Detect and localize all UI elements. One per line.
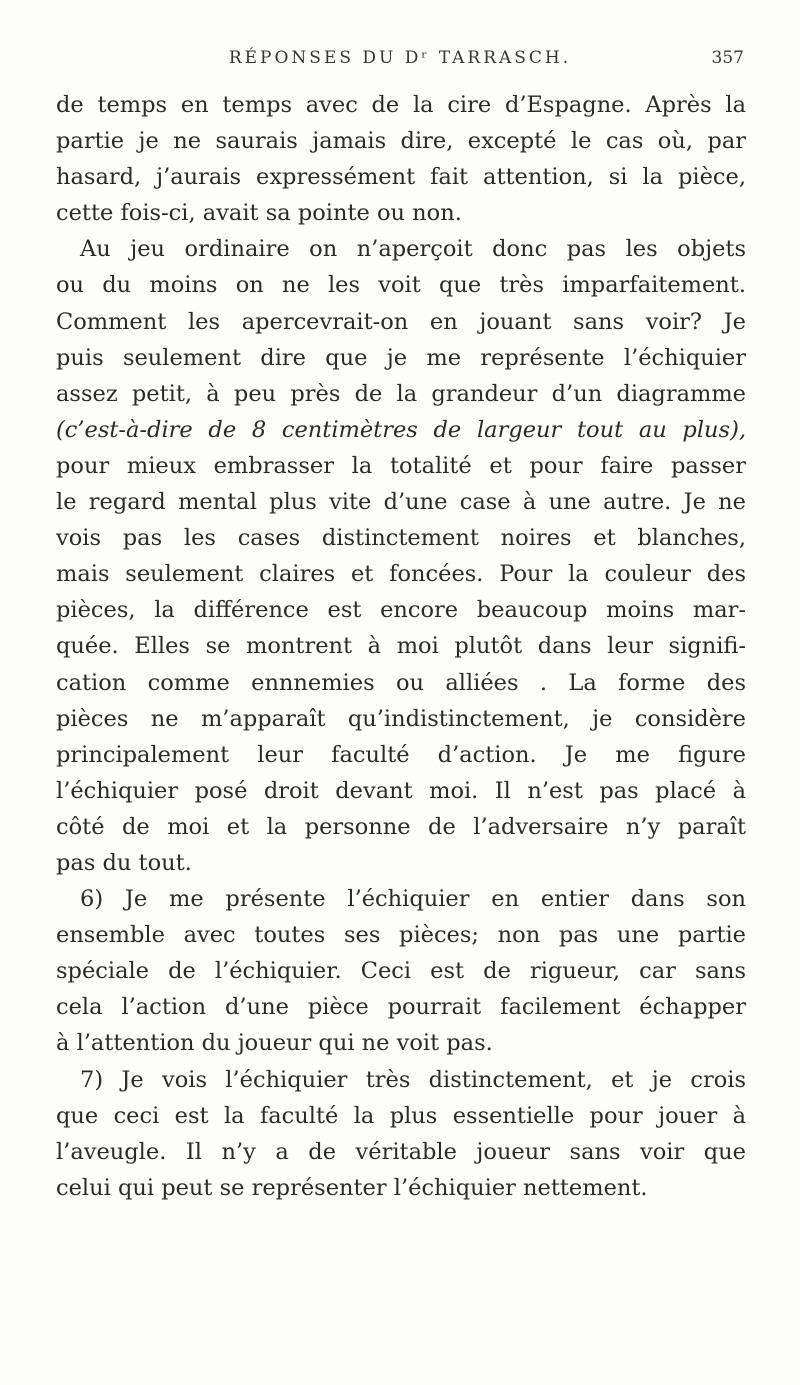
text-line: mais seulement claires et foncées. Pour la couleur des — [56, 561, 746, 588]
text-line: à l’attention du joueur qui ne voit pas. — [56, 1030, 493, 1057]
text-line: le regard mental plus vite d’une case à une autre. Je ne — [56, 489, 746, 516]
text-line: l’aveugle. Il n’y a de véritable joueur sans voir que — [56, 1138, 746, 1165]
text-line: hasard, j’aurais expressément fait attention, si la pièce, — [56, 164, 746, 191]
text-line: pièces, la différence est encore beaucoup moins mar- — [56, 597, 746, 624]
text-line: Comment les apercevrait-on en jouant sans voir? Je — [56, 308, 746, 335]
body-text — [56, 87, 746, 1206]
text-line: cette fois-ci, avait sa pointe ou non. — [56, 200, 462, 227]
text-line: vois pas les cases distinctement noires et blanches, — [56, 525, 746, 552]
text-line: 6) Je me présente l’échiquier en entier dans son — [80, 886, 746, 913]
page-number: 357 — [711, 48, 744, 68]
text-line: que ceci est la faculté la plus essentielle pour jouer à — [56, 1102, 746, 1129]
text-line: Au jeu ordinaire on n’aperçoit donc pas les objets — [80, 236, 746, 263]
text-line: l’échiquier posé droit devant moi. Il n’est pas placé à — [56, 777, 746, 804]
text-line: 7) Je vois l’échiquier très distinctement, et je crois — [80, 1066, 746, 1093]
text-line: côté de moi et la personne de l’adversaire n’y paraît — [56, 813, 746, 840]
text-line: spéciale de l’échiquier. Ceci est de rigueur, car sans — [56, 958, 746, 985]
text-line: ou du moins on ne les voit que très imparfaitement. — [56, 272, 746, 299]
text-line: ensemble avec toutes ses pièces; non pas une partie — [56, 922, 746, 949]
text-line: cation comme ennnemies ou alliées . La forme des — [56, 669, 746, 696]
text-line: partie je ne saurais jamais dire, excepté le cas où, par — [56, 128, 746, 155]
text-line: (c’est-à-dire de 8 centimètres de largeur tout au plus), — [56, 416, 746, 443]
text-line: principalement leur faculté d’action. Je me figure — [56, 741, 746, 768]
text-line: pièces ne m’apparaît qu’indistinctement, je considère — [56, 705, 746, 732]
text-line: puis seulement dire que je me représente l’échiquier — [56, 344, 746, 371]
text-line: cela l’action d’une pièce pourrait facilement échapper — [56, 994, 746, 1021]
running-head — [56, 48, 744, 74]
text-line: quée. Elles se montrent à moi plutôt dans leur signifi- — [56, 633, 746, 660]
text-line: pour mieux embrasser la totalité et pour faire passer — [56, 452, 746, 479]
text-line: de temps en temps avec de la cire d’Espagne. Après la — [56, 92, 746, 118]
text-line: assez petit, à peu près de la grandeur d’un diagramme — [56, 380, 746, 407]
running-title: RÉPONSES DU Dʳ TARRASCH. — [228, 48, 572, 68]
text-line: celui qui peut se représenter l’échiquier nettement. — [56, 1174, 648, 1201]
text-line: pas du tout. — [56, 849, 192, 876]
